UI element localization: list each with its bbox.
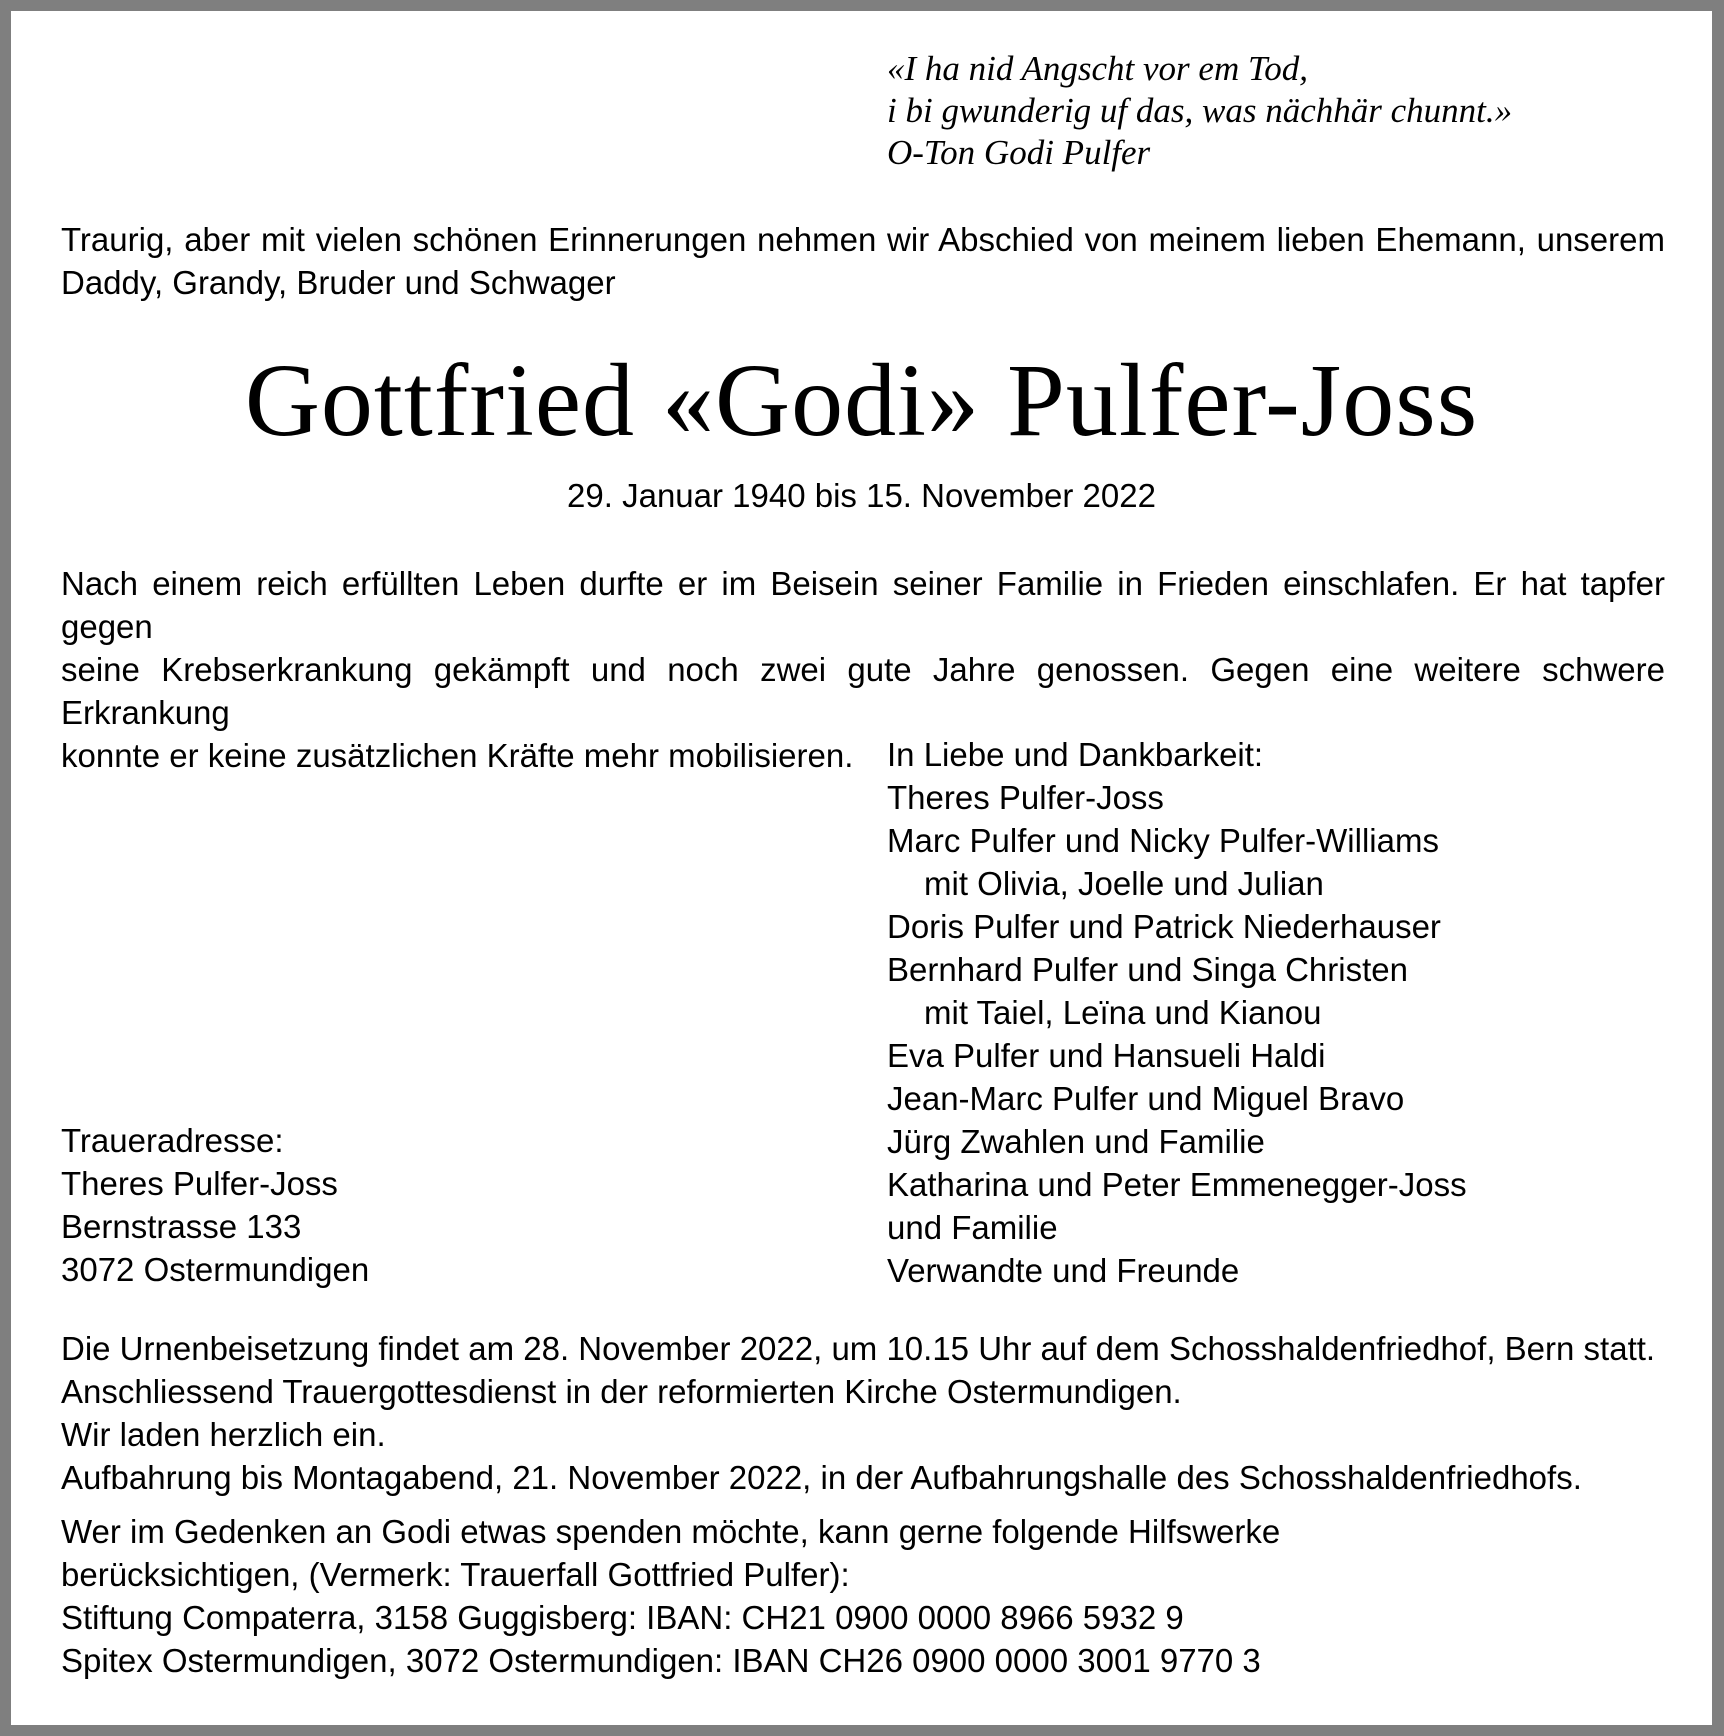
funeral-line-4: Aufbahrung bis Montagabend, 21. November 2022, in der Aufbahrungshalle des Schosshaldenfriedhofs.: [61, 1459, 1582, 1496]
deceased-name: Gottfried «Godi» Pulfer-Joss: [244, 343, 1479, 458]
mourning-address: [61, 1119, 369, 1291]
funeral-info: [61, 1327, 1655, 1499]
body-line-1: Nach einem reich erfüllten Leben durfte er im Beisein seiner Familie in Frieden einschlafen. Er hat tapfer gegen: [61, 565, 1665, 645]
intro-line-1: Traurig, aber mit vielen schönen Erinnerungen nehmen wir Abschied von meinem lieben Ehemann, unserem: [61, 221, 1665, 258]
address-city: 3072 Ostermundigen: [61, 1251, 370, 1288]
family-list: [887, 733, 1467, 1292]
intro-line-2: Daddy, Grandy, Bruder und Schwager: [61, 264, 616, 301]
body-line-2: seine Krebserkrankung gekämpft und noch zwei gute Jahre genossen. Gegen eine weitere schwere Erkrankung: [61, 651, 1665, 731]
quote-block: [887, 48, 1512, 174]
family-line: Marc Pulfer und Nicky Pulfer-Williams: [887, 822, 1439, 859]
quote-line-2: i bi gwunderig uf das, was nächhär chunnt.»: [887, 91, 1513, 130]
address-name: Theres Pulfer-Joss: [61, 1165, 338, 1202]
body-line-3: konnte er keine zusätzlichen Kräfte mehr mobilisieren.: [61, 737, 854, 774]
quote-line-1: «I ha nid Angscht vor em Tod,: [887, 49, 1308, 88]
family-line: Katharina und Peter Emmenegger-Joss: [887, 1166, 1467, 1203]
quote-attribution: O-Ton Godi Pulfer: [887, 133, 1151, 172]
address-heading: Traueradresse:: [61, 1122, 284, 1159]
donation-line-1: Wer im Gedenken an Godi etwas spenden möchte, kann gerne folgende Hilfswerke: [61, 1513, 1281, 1550]
donation-iban-1: Stiftung Compaterra, 3158 Guggisberg: IBAN: CH21 0900 0000 8966 5932 9: [61, 1599, 1184, 1636]
family-line: Jürg Zwahlen und Familie: [887, 1123, 1265, 1160]
address-street: Bernstrasse 133: [61, 1208, 302, 1245]
family-line: Bernhard Pulfer und Singa Christen: [887, 951, 1408, 988]
life-dates: 29. Januar 1940 bis 15. November 2022: [567, 477, 1156, 514]
family-line: Doris Pulfer und Patrick Niederhauser: [887, 908, 1441, 945]
family-line: Jean-Marc Pulfer und Miguel Bravo: [887, 1080, 1405, 1117]
family-line: Eva Pulfer und Hansueli Haldi: [887, 1037, 1326, 1074]
donation-line-2: berücksichtigen, (Vermerk: Trauerfall Gottfried Pulfer):: [61, 1556, 850, 1593]
intro-paragraph: [61, 218, 1665, 304]
funeral-line-3: Wir laden herzlich ein.: [61, 1416, 386, 1453]
family-line: und Familie: [887, 1209, 1058, 1246]
family-line-children: mit Olivia, Joelle und Julian: [924, 865, 1324, 902]
obituary-notice: [11, 11, 1712, 1725]
family-heading: In Liebe und Dankbarkeit:: [887, 736, 1264, 773]
family-line: Theres Pulfer-Joss: [887, 779, 1164, 816]
family-line-children: mit Taiel, Leïna und Kianou: [924, 994, 1322, 1031]
donation-info: [61, 1510, 1280, 1682]
donation-iban-2: Spitex Ostermundigen, 3072 Ostermundigen: IBAN CH26 0900 0000 3001 9770 3: [61, 1642, 1261, 1679]
family-line: Verwandte und Freunde: [887, 1252, 1240, 1289]
funeral-line-2: Anschliessend Trauergottesdienst in der reformierten Kirche Ostermundigen.: [61, 1373, 1182, 1410]
funeral-line-1: Die Urnenbeisetzung findet am 28. November 2022, um 10.15 Uhr auf dem Schosshaldenfriedhof, Bern statt.: [61, 1330, 1656, 1367]
